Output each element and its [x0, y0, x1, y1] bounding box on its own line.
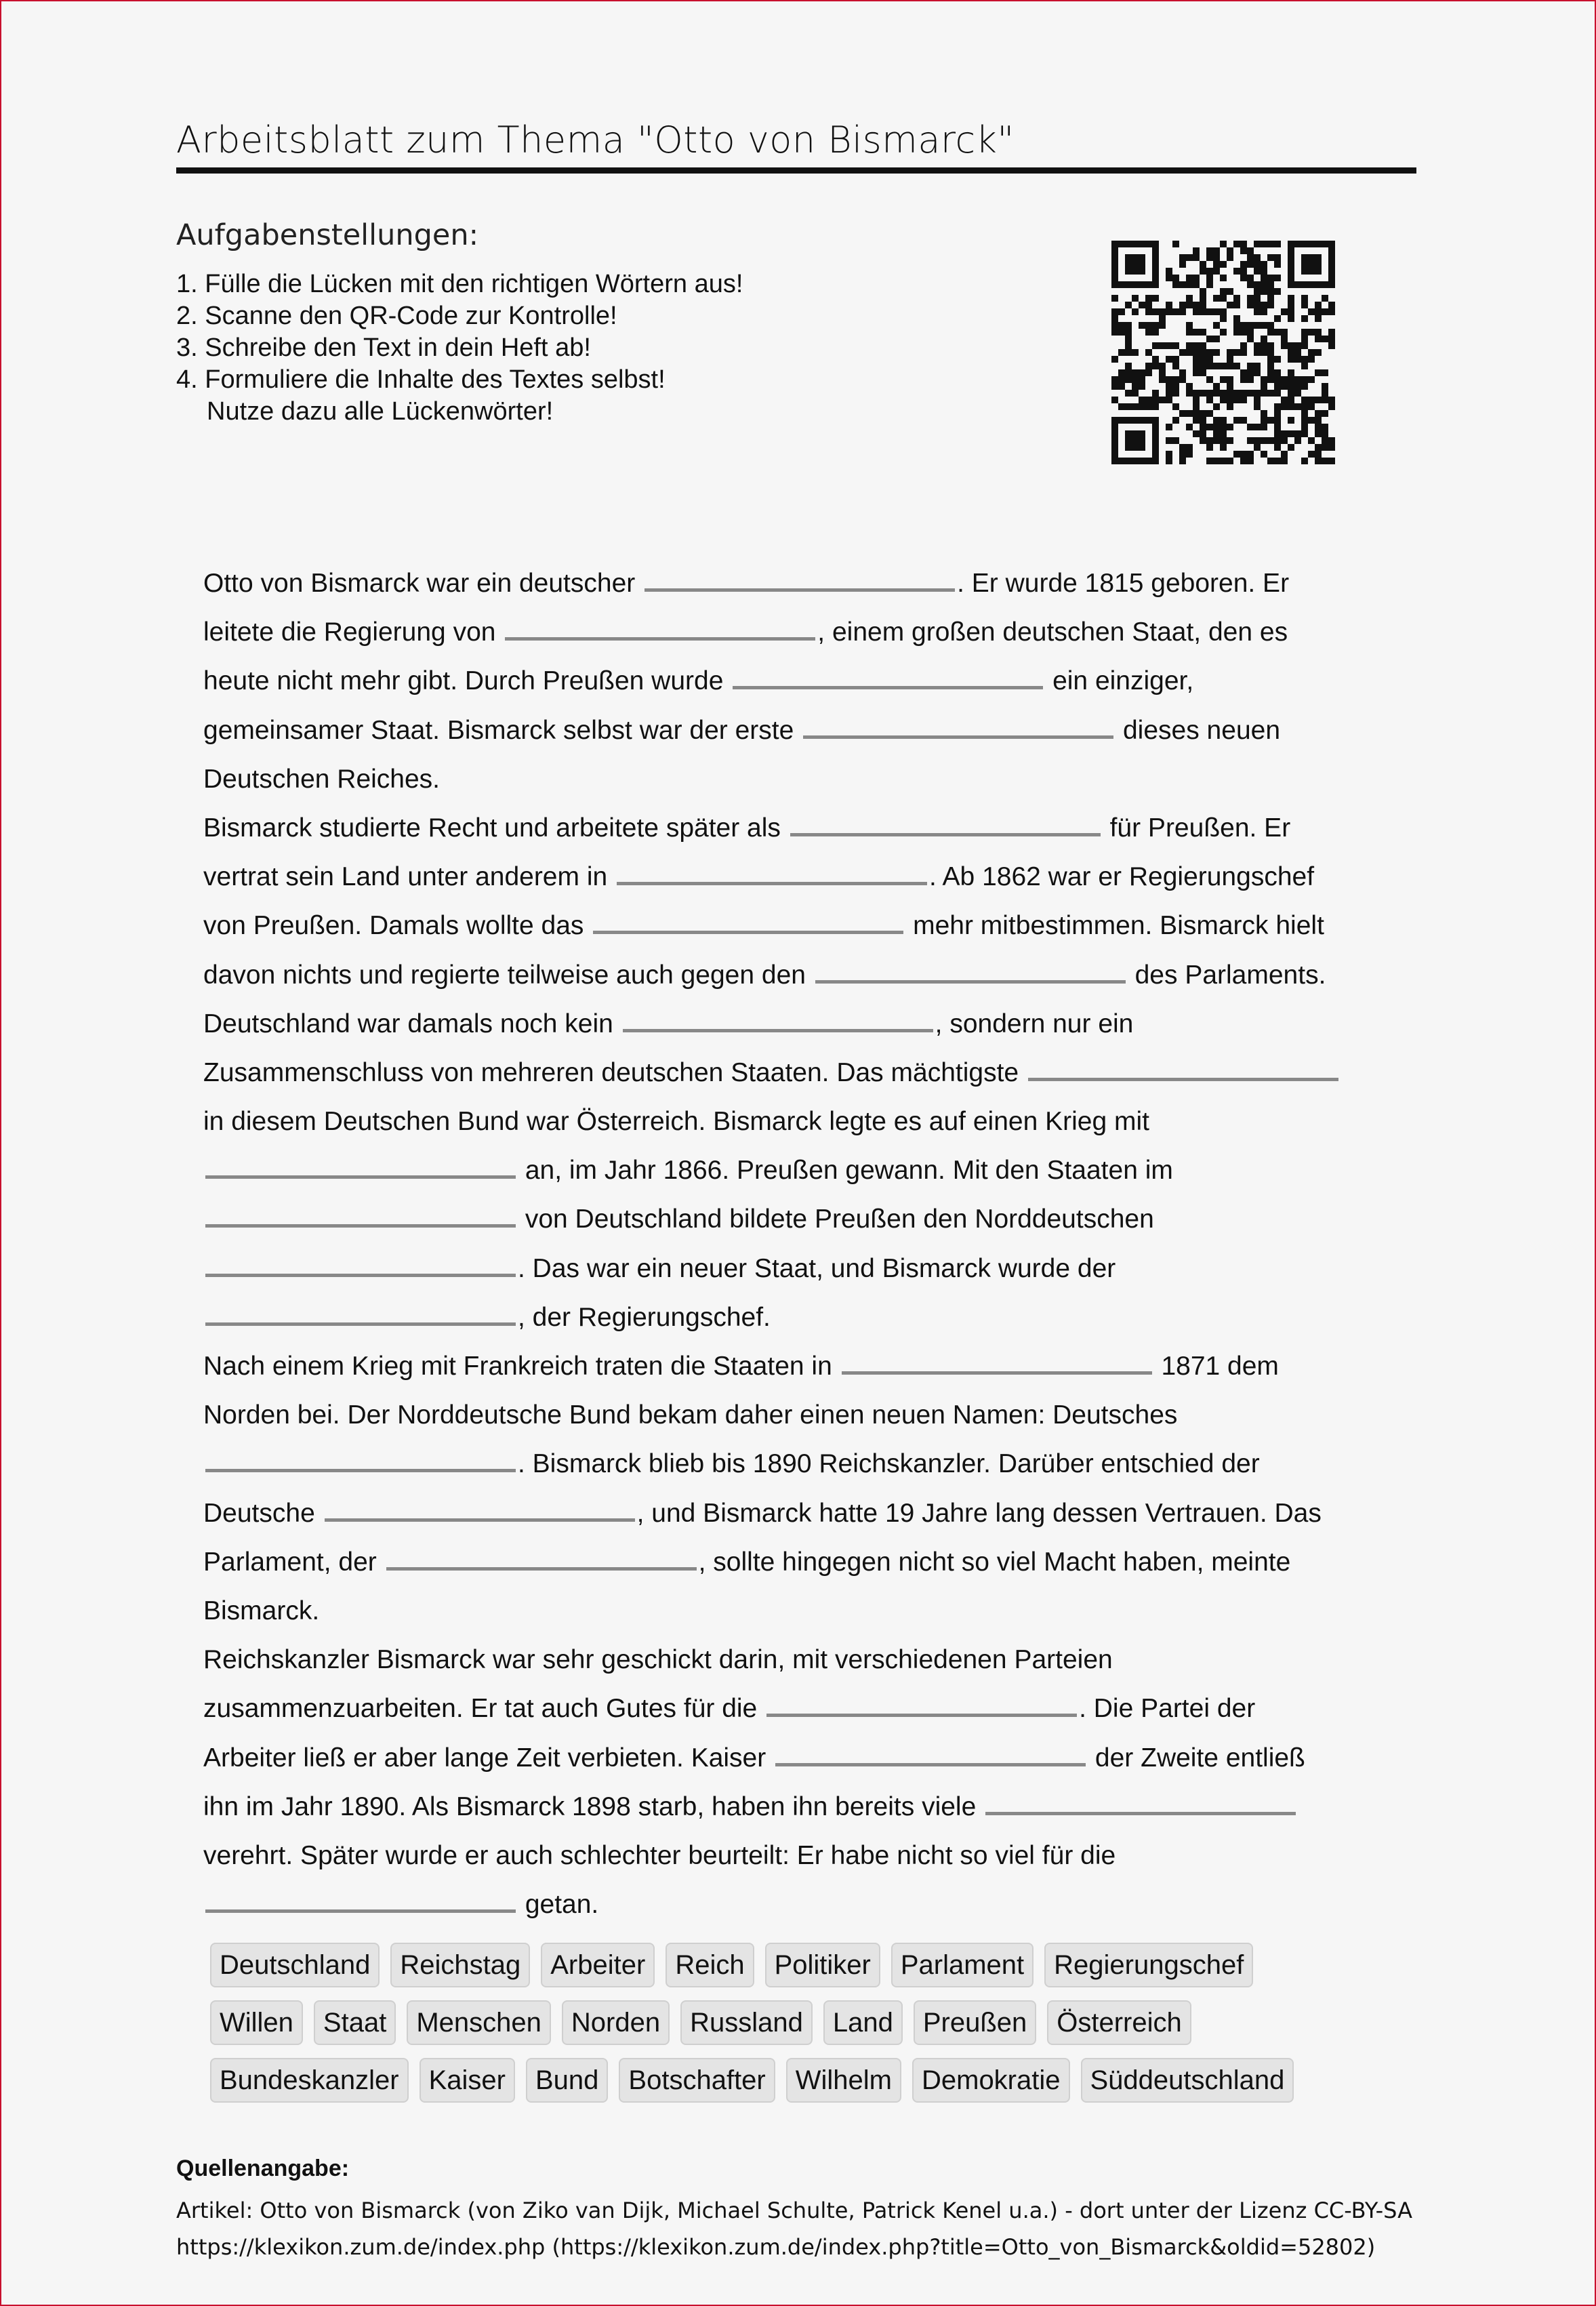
- text-line: [203, 1000, 1410, 1049]
- text-segment: Bismarck.: [203, 1596, 320, 1625]
- word-chip: Preußen: [914, 2000, 1036, 2045]
- text-segment: von Preußen. Damals wollte das: [203, 911, 592, 941]
- text-segment: heute nicht mehr gibt. Durch Preußen wurde: [203, 666, 731, 696]
- task-item: 3. Schreibe den Text in dein Heft ab!: [176, 333, 591, 362]
- text-line: [203, 1342, 1410, 1391]
- blank-gap[interactable]: [205, 1204, 516, 1228]
- word-bank-row: [210, 1943, 1362, 1987]
- text-segment: Parlament, der: [203, 1547, 384, 1577]
- blank-gap[interactable]: [790, 813, 1101, 836]
- tasks-heading: Aufgabenstellungen:: [176, 218, 479, 252]
- word-chip: Reichstag: [390, 1943, 530, 1987]
- text-segment: Otto von Bismarck war ein deutscher: [203, 569, 643, 598]
- word-chip: Deutschland: [210, 1943, 380, 1987]
- text-segment: . Das war ein neuer Staat, und Bismarck wurde der: [518, 1253, 1116, 1283]
- text-segment: ihn im Jahr 1890. Als Bismarck 1898 starb, haben ihn bereits viele: [203, 1792, 984, 1821]
- text-line: [203, 951, 1410, 1000]
- text-segment: getan.: [518, 1890, 599, 1920]
- text-line: [203, 1832, 1410, 1880]
- text-segment: gemeinsamer Staat. Bismarck selbst war der erste: [203, 715, 802, 745]
- text-segment: Deutschen Reiches.: [203, 764, 441, 794]
- text-segment: an, im Jahr 1866. Preußen gewann. Mit den Staaten im: [518, 1156, 1173, 1186]
- text-segment: der Zweite entließ: [1088, 1743, 1305, 1773]
- task-item-continuation: Nutze dazu alle Lückenwörter!: [207, 397, 554, 426]
- text-segment: Reichskanzler Bismarck war sehr geschickt darin, mit verschiedenen Parteien: [203, 1645, 1113, 1675]
- blank-gap[interactable]: [386, 1547, 697, 1571]
- word-chip: Reich: [666, 1943, 754, 1987]
- word-chip: Politiker: [765, 1943, 880, 1987]
- word-bank-row: [210, 2058, 1362, 2103]
- text-segment: zusammenzuarbeiten. Er tat auch Gutes für die: [203, 1694, 765, 1724]
- blank-gap[interactable]: [803, 715, 1113, 739]
- word-chip: Österreich: [1047, 2000, 1191, 2045]
- word-chip: Demokratie: [912, 2058, 1070, 2103]
- word-chip: Regierungschef: [1044, 1943, 1253, 1987]
- text-segment: für Preußen. Er: [1102, 813, 1291, 843]
- text-segment: 1871 dem: [1153, 1352, 1279, 1381]
- source-heading: Quellenangabe:: [176, 2156, 350, 2181]
- text-segment: Norden bei. Der Norddeutsche Bund bekam daher einen neuen Namen: Deutsches: [203, 1400, 1178, 1430]
- text-line: [203, 608, 1410, 657]
- title-underline: [176, 167, 1416, 174]
- blank-gap[interactable]: [617, 862, 927, 885]
- text-segment: verehrt. Später wurde er auch schlechter beurteilt: Er habe nicht so viel für die: [203, 1840, 1116, 1870]
- text-line: [203, 1440, 1410, 1489]
- text-line: [203, 1097, 1410, 1146]
- blank-gap[interactable]: [985, 1792, 1296, 1815]
- text-segment: von Deutschland bildete Preußen den Norddeutschen: [518, 1205, 1154, 1234]
- text-segment: in diesem Deutschen Bund war Österreich. Bismarck legte es auf einen Krieg mit: [203, 1107, 1149, 1137]
- source-url: https://klexikon.zum.de/index.php (https://klexikon.zum.de/index.php?title=Otto_von_Bismarck&oldid=52802): [176, 2234, 1376, 2260]
- text-segment: , der Regierungschef.: [518, 1302, 771, 1332]
- qr-code-icon: [1111, 241, 1335, 464]
- text-segment: Zusammenschluss von mehreren deutschen Staaten. Das mächtigste: [203, 1057, 1026, 1087]
- word-chip: Norden: [562, 2000, 670, 2045]
- text-segment: Nach einem Krieg mit Frankreich traten die Staaten in: [203, 1352, 840, 1381]
- cloze-text: [203, 559, 1410, 1929]
- blank-gap[interactable]: [505, 617, 815, 641]
- word-chip: Willen: [210, 2000, 303, 2045]
- word-chip: Russland: [680, 2000, 813, 2045]
- blank-gap[interactable]: [205, 1889, 516, 1913]
- task-list: [176, 268, 743, 428]
- text-line: [203, 755, 1410, 804]
- text-line: [203, 706, 1410, 755]
- blank-gap[interactable]: [644, 568, 955, 592]
- text-segment: mehr mitbestimmen. Bismarck hielt: [905, 911, 1324, 941]
- word-chip: Arbeiter: [541, 1943, 655, 1987]
- word-chip: Süddeutschland: [1081, 2058, 1294, 2103]
- blank-gap[interactable]: [766, 1693, 1077, 1717]
- text-segment: . Bismarck blieb bis 1890 Reichskanzler. Darüber entschied der: [518, 1449, 1260, 1479]
- text-segment: davon nichts und regierte teilweise auch gegen den: [203, 960, 813, 990]
- text-line: [203, 1195, 1410, 1244]
- text-line: [203, 1245, 1410, 1293]
- word-bank: [210, 1943, 1362, 2116]
- text-line: [203, 902, 1410, 950]
- text-line: [203, 1880, 1410, 1929]
- blank-gap[interactable]: [325, 1498, 635, 1522]
- blank-gap[interactable]: [842, 1351, 1152, 1375]
- blank-gap[interactable]: [205, 1155, 516, 1179]
- text-line: [203, 1146, 1410, 1195]
- text-segment: Bismarck studierte Recht und arbeitete später als: [203, 813, 788, 843]
- text-segment: Arbeiter ließ er aber lange Zeit verbieten. Kaiser: [203, 1743, 774, 1773]
- text-segment: . Ab 1862 war er Regierungschef: [929, 862, 1315, 892]
- blank-gap[interactable]: [205, 1449, 516, 1472]
- blank-gap[interactable]: [815, 960, 1126, 984]
- blank-gap[interactable]: [733, 666, 1043, 689]
- text-line: [203, 804, 1410, 853]
- word-chip: Kaiser: [420, 2058, 515, 2103]
- word-chip: Menschen: [407, 2000, 551, 2045]
- text-line: [203, 1587, 1410, 1636]
- text-line: [203, 1783, 1410, 1832]
- text-segment: Deutsche: [203, 1498, 323, 1528]
- blank-gap[interactable]: [205, 1302, 516, 1326]
- blank-gap[interactable]: [205, 1253, 516, 1277]
- task-item: 4. Formuliere die Inhalte des Textes selbst!: [176, 365, 666, 394]
- text-line: [203, 1636, 1410, 1684]
- word-chip: Botschafter: [619, 2058, 775, 2103]
- text-segment: . Die Partei der: [1079, 1694, 1256, 1724]
- text-line: [203, 1489, 1410, 1538]
- text-segment: . Er wurde 1815 geboren. Er: [957, 569, 1290, 598]
- page-title: Arbeitsblatt zum Thema "Otto von Bismarck": [176, 119, 1015, 161]
- text-segment: , einem großen deutschen Staat, den es: [817, 618, 1288, 647]
- text-segment: vertrat sein Land unter anderem in: [203, 862, 615, 892]
- source-article: Artikel: Otto von Bismarck (von Ziko van Dijk, Michael Schulte, Patrick Kenel u.a.) - dort unter der Lizenz CC-BY-SA: [176, 2198, 1412, 2223]
- text-line: [203, 1734, 1410, 1783]
- text-segment: , sondern nur ein: [935, 1009, 1134, 1038]
- text-segment: ein einziger,: [1045, 666, 1194, 696]
- blank-gap[interactable]: [623, 1009, 933, 1032]
- word-chip: Bundeskanzler: [210, 2058, 409, 2103]
- blank-gap[interactable]: [775, 1743, 1086, 1766]
- text-segment: , sollte hingegen nicht so viel Macht haben, meinte: [698, 1547, 1291, 1577]
- word-chip: Bund: [526, 2058, 608, 2103]
- text-segment: Deutschland war damals noch kein: [203, 1009, 621, 1038]
- task-item: 1. Fülle die Lücken mit den richtigen Wörtern aus!: [176, 270, 743, 298]
- word-chip: Parlament: [891, 1943, 1034, 1987]
- text-segment: , und Bismarck hatte 19 Jahre lang dessen Vertrauen. Das: [636, 1498, 1322, 1528]
- word-chip: Staat: [314, 2000, 396, 2045]
- text-line: [203, 559, 1410, 608]
- word-chip: Wilhelm: [786, 2058, 901, 2103]
- text-line: [203, 1684, 1410, 1733]
- text-segment: dieses neuen: [1116, 715, 1281, 745]
- task-item: 2. Scanne den QR-Code zur Kontrolle!: [176, 302, 617, 330]
- text-segment: des Parlaments.: [1127, 960, 1326, 990]
- text-line: [203, 657, 1410, 706]
- blank-gap[interactable]: [593, 910, 903, 934]
- text-line: [203, 1049, 1410, 1097]
- text-segment: leitete die Regierung von: [203, 618, 504, 647]
- text-line: [203, 1538, 1410, 1587]
- blank-gap[interactable]: [1028, 1057, 1338, 1081]
- text-line: [203, 853, 1410, 902]
- text-line: [203, 1391, 1410, 1440]
- text-line: [203, 1293, 1410, 1342]
- word-chip: Land: [823, 2000, 903, 2045]
- word-bank-row: [210, 2000, 1362, 2045]
